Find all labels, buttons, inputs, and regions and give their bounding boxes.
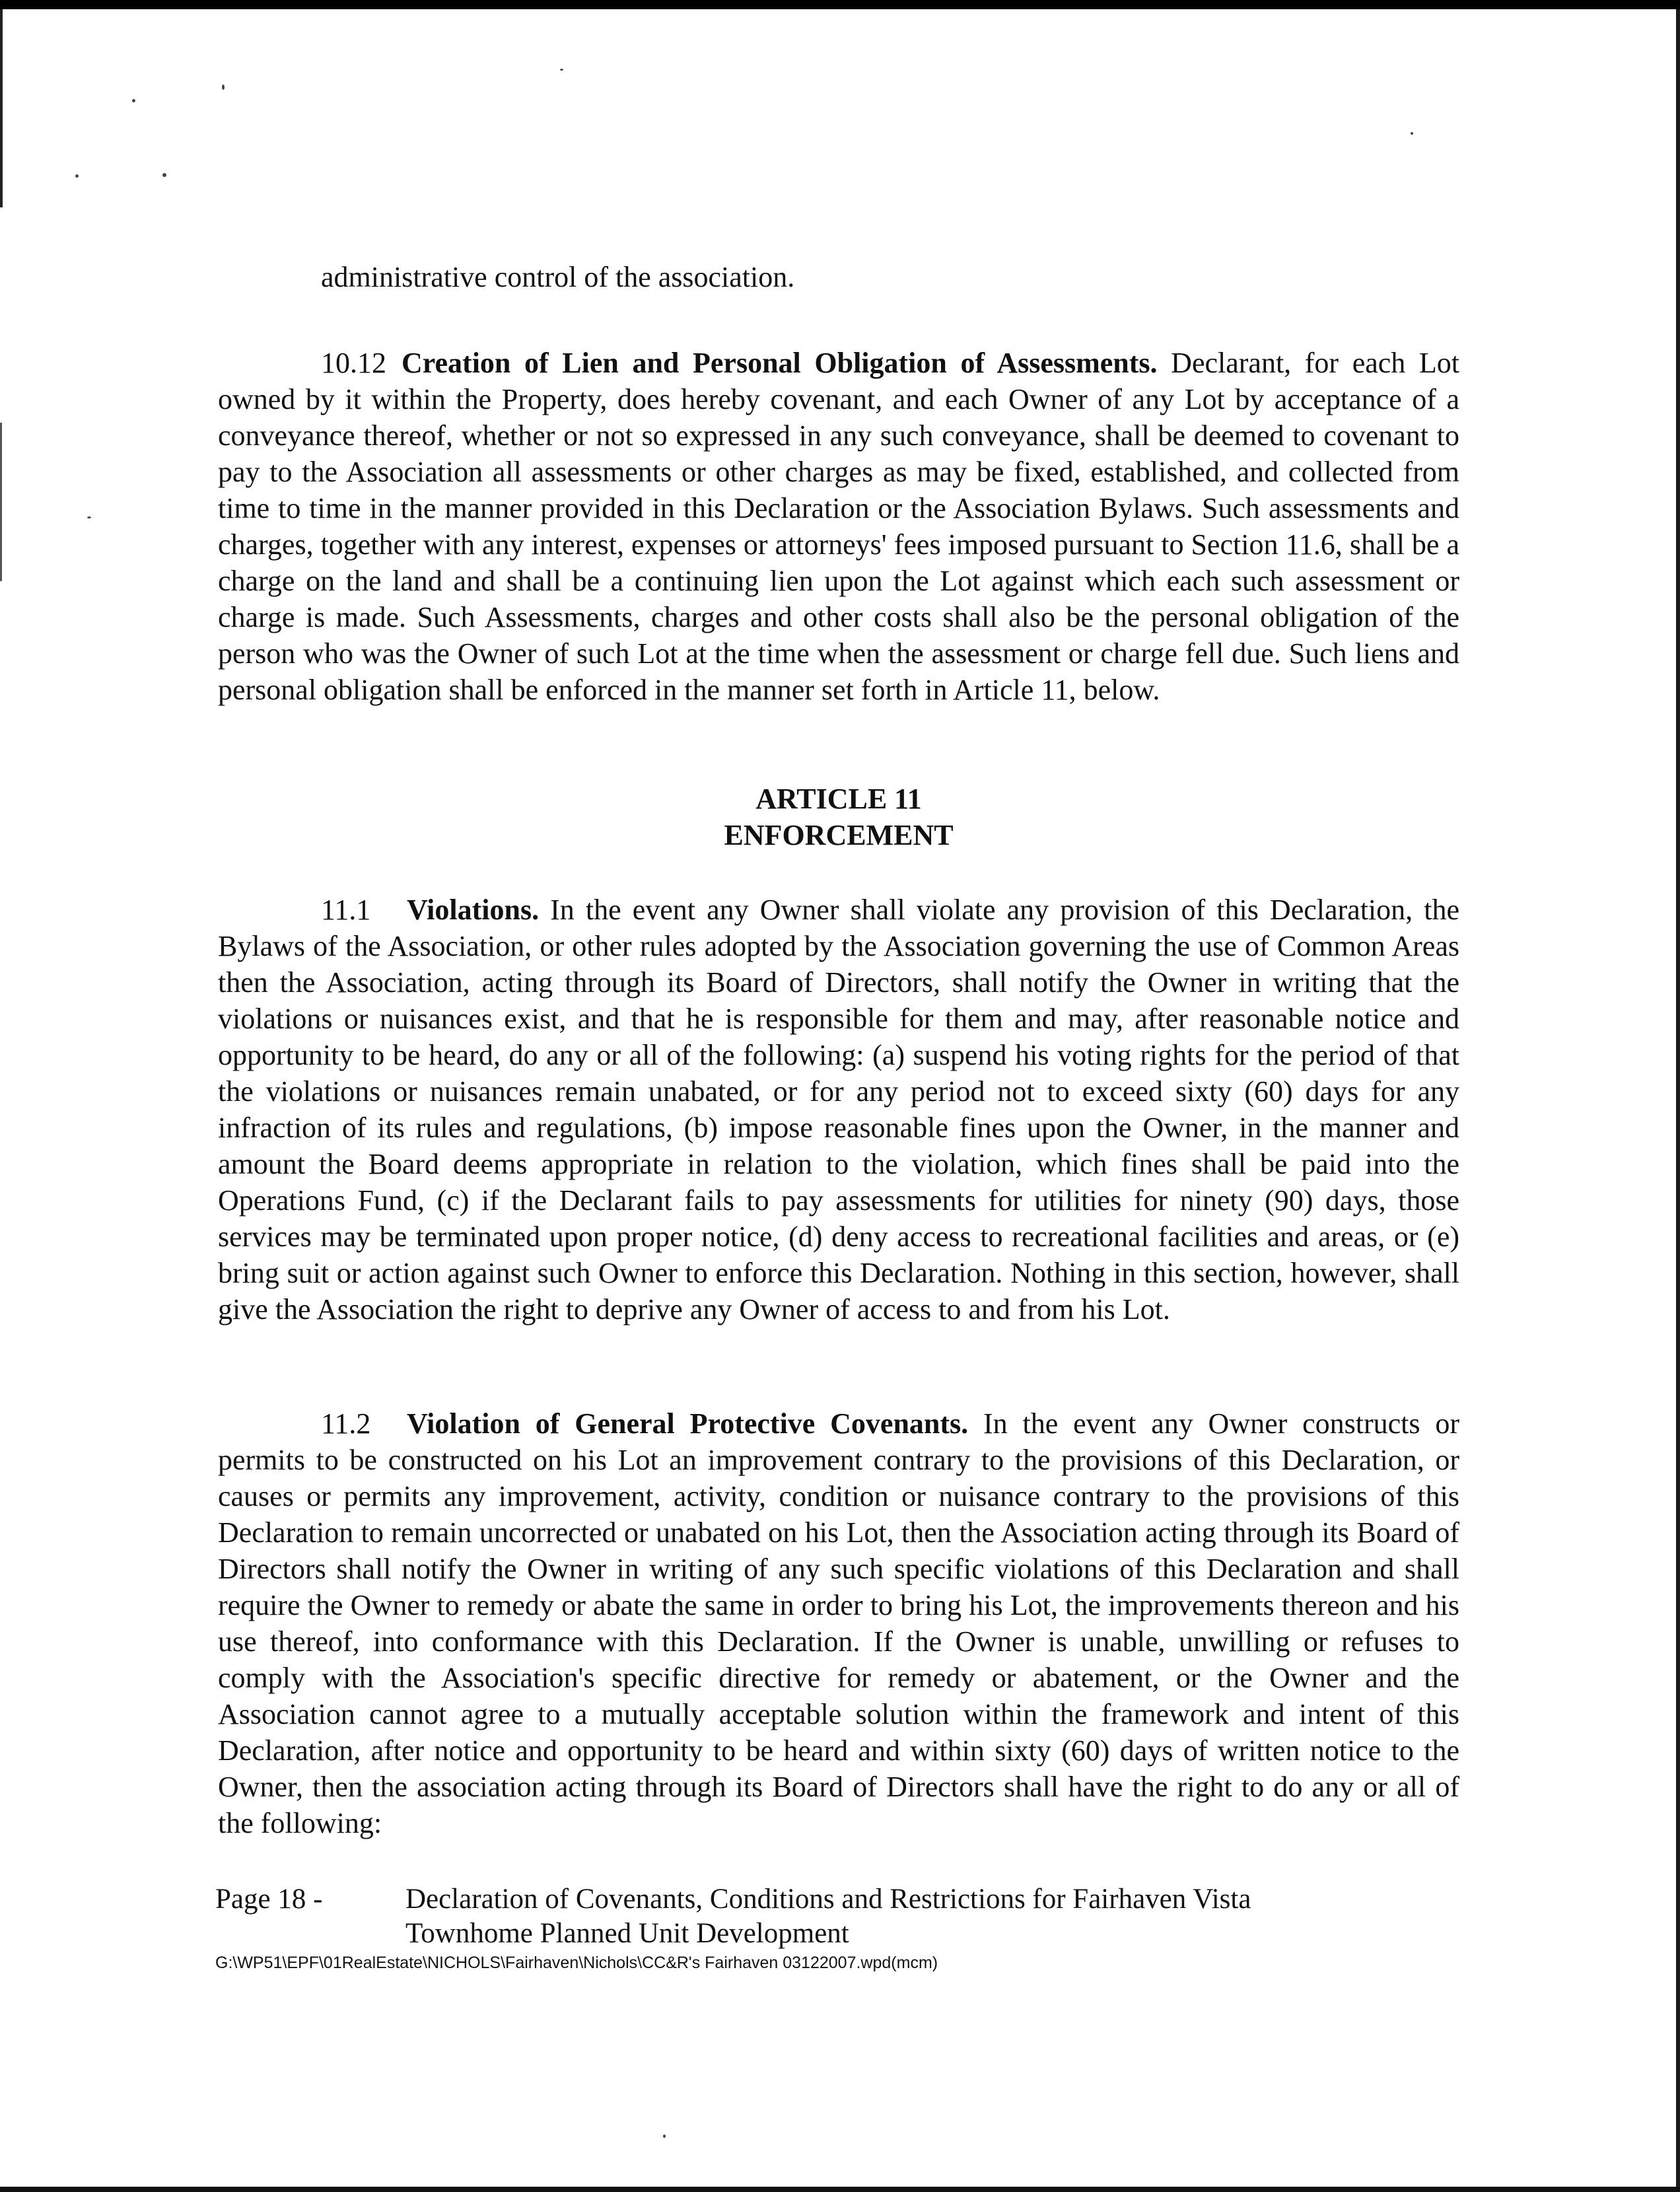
document-title: [405, 1882, 1251, 1951]
section-body: In the event any Owner constructs or permits to be constructed on his Lot an improvement contrary to the provisions of this Declaration, or causes or permits any improvement, activity, condition or nuisance contrary to the provisions of this Declaration to remain uncorrected or unabated on his Lot, then the Association acting through its Board of Directors shall notify the Owner in writing of any such specific violations of this Declaration and shall require the Owner to remedy or abate the same in order to bring his Lot, the improvements thereon and his use thereof, into conformance with this Declaration. If the Owner is unable, unwilling or refuses to comply with the Association's specific directive for remedy or abatement, or the Owner and the Association cannot agree to a mutually acceptable solution within the framework and intent of this Declaration, after notice and opportunity to be heard and within sixty (60) days of written notice to the Owner, then the association acting through its Board of Directors shall have the right to do any or all of the following:: [218, 1407, 1460, 1839]
section-title: Violations.: [407, 894, 540, 926]
scan-border-right: [1676, 9, 1680, 2192]
section-10-12: [218, 345, 1459, 708]
scan-border-left: [0, 9, 3, 207]
section-number: 11.2: [321, 1407, 371, 1440]
section-number: 10.12: [321, 347, 386, 379]
article-title: ENFORCEMENT: [724, 819, 954, 851]
scan-border-left-lower: [0, 423, 2, 581]
scan-speck: [87, 516, 91, 518]
document-title-line-2: Townhome Planned Unit Development: [405, 1918, 849, 1949]
section-10-12-paragraph: [218, 345, 1459, 708]
scan-border-bottom: [0, 2187, 1680, 2192]
section-title: Violation of General Protective Covenants.: [407, 1407, 969, 1440]
section-11-2: [218, 1405, 1459, 1841]
section-11-1: [218, 892, 1459, 1327]
section-number: 11.1: [321, 894, 371, 926]
scan-speck: [162, 173, 166, 177]
article-heading: [218, 781, 1459, 853]
scan-speck: [222, 85, 225, 90]
section-body: Declarant, for each Lot owned by it within the Property, does hereby covenant, and each Owner of any Lot by acceptance of a conveyance thereof, whether or not so expressed in any such conveyance, shall be deemed to covenant to pay to the Association all assessments or other charges as may be fixed, established, and collected from time to time in the manner provided in this Declaration or the Association Bylaws. Such assessments and charges, together with any interest, expenses or attorneys' fees imposed pursuant to Section 11.6, shall be a charge on the land and shall be a continuing lien upon the Lot against which each such assessment or charge is made. Such Assessments, charges and other costs shall also be the personal obligation of the person who was the Owner of such Lot at the time when the assessment or charge fell due. Such liens and personal obligation shall be enforced in the manner set forth in Article 11, below.: [218, 347, 1460, 706]
section-11-2-paragraph: [218, 1405, 1459, 1841]
file-path: G:\WP51\EPF\01RealEstate\NICHOLS\Fairhaven\Nichols\CC&R's Fairhaven 03122007.wpd(mcm): [215, 1954, 938, 1972]
section-body: In the event any Owner shall violate any provision of this Declaration, the Bylaws of the Association, or other rules adopted by the Association governing the use of Common Areas then the Association, acting through its Board of Directors, shall notify the Owner in writing that the violations or nuisances exist, and that he is responsible for them and may, after reasonable notice and opportunity to be heard, do any or all of the following: (a) suspend his voting rights for the period of that the violations or nuisances remain unabated, or for any period not to exceed sixty (60) days for any infraction of its rules and regulations, (b) impose reasonable fines upon the Owner, in the manner and amount the Board deems appropriate in relation to the violation, which fines shall be paid into the Operations Fund, (c) if the Declarant fails to pay assessments for utilities for ninety (90) days, those services may be terminated upon proper notice, (d) deny access to recreational facilities and areas, or (e) bring suit or action against such Owner to enforce this Declaration. Nothing in this section, however, shall give the Association the right to deprive any Owner of access to and from his Lot.: [218, 894, 1459, 1326]
section-11-1-paragraph: [218, 892, 1459, 1327]
document-title-line-1: Declaration of Covenants, Conditions and Restrictions for Fairhaven Vista: [405, 1884, 1251, 1915]
scan-border-top: [0, 0, 1680, 9]
scan-speck: [75, 174, 79, 178]
scan-speck: [663, 2135, 666, 2138]
intro-line: [321, 259, 794, 295]
intro-text: administrative control of the association.: [321, 261, 795, 293]
section-title: Creation of Lien and Personal Obligation of Assessments.: [402, 347, 1158, 379]
page-number: Page 18 -: [215, 1884, 323, 1915]
article-label: ARTICLE 11: [755, 783, 922, 815]
footer-title-row: [215, 1882, 1470, 1951]
page-footer: [215, 1882, 1470, 1973]
scan-speck: [132, 99, 135, 102]
scan-speck: [1411, 132, 1413, 135]
scan-speck: [560, 69, 563, 71]
